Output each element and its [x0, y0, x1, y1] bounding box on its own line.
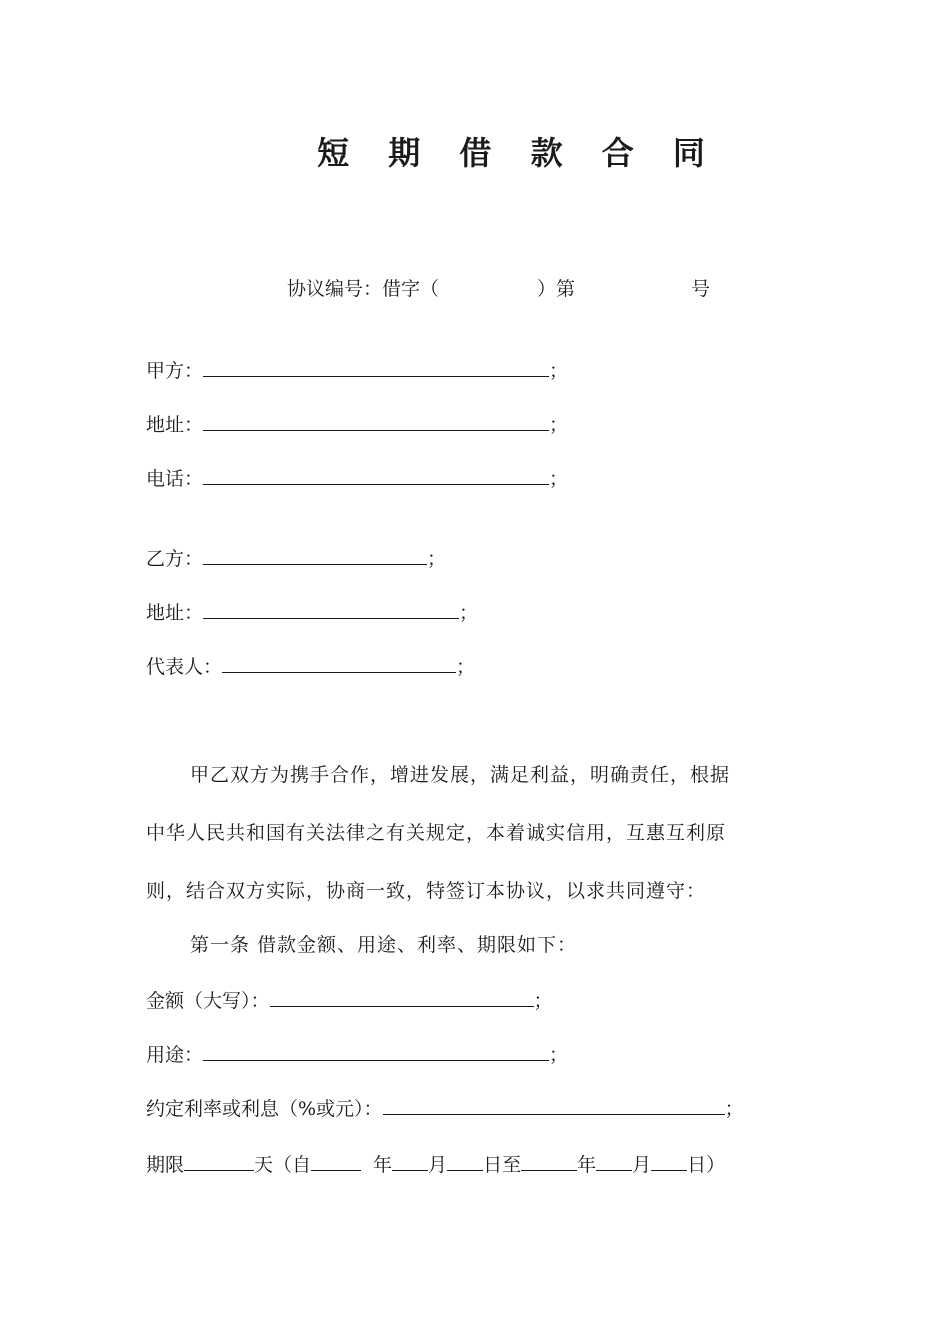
end-year-label: 年 — [577, 1154, 597, 1176]
amount-label: 金额（大写）： — [146, 990, 270, 1012]
agreement-number-prefix: 协议编号：借字（ — [287, 278, 440, 300]
rate-field[interactable] — [383, 1094, 725, 1115]
intro-line-3: 则，结合双方实际，协商一致，特签订本协议，以求共同遵守： — [146, 880, 707, 902]
end-day-label: 日） — [687, 1154, 726, 1176]
rate-row — [146, 1094, 744, 1122]
semicolon: ； — [459, 602, 479, 624]
party-b-address-field[interactable] — [203, 598, 459, 619]
party-b-rep-field[interactable] — [222, 652, 456, 673]
document-title: 短 期 借 款 合 同 — [317, 134, 719, 172]
semicolon: ； — [427, 548, 447, 570]
start-day-label: 日至 — [483, 1154, 522, 1176]
end-month-label: 月 — [632, 1154, 652, 1176]
intro-line-1: 甲乙双方为携手合作，增进发展，满足利益，明确责任，根据 — [190, 764, 731, 786]
party-b-rep-row — [146, 652, 475, 680]
amount-row — [146, 986, 553, 1014]
start-month-field[interactable] — [392, 1150, 428, 1171]
agreement-number-line — [287, 276, 710, 302]
party-b-address-label: 地址： — [146, 602, 204, 624]
party-b-name-row — [146, 544, 446, 572]
party-b-name-field[interactable] — [203, 544, 427, 565]
party-a-phone-row — [146, 464, 568, 492]
rate-label: 约定利率或利息（%或元）： — [146, 1098, 383, 1120]
end-year-field[interactable] — [521, 1150, 577, 1171]
semicolon: ； — [549, 414, 569, 436]
purpose-row — [146, 1040, 568, 1068]
end-day-field[interactable] — [651, 1150, 687, 1171]
party-a-name-label: 甲方： — [146, 360, 204, 382]
semicolon: ； — [549, 1044, 569, 1066]
party-a-address-row — [146, 410, 568, 438]
party-a-address-field[interactable] — [203, 410, 549, 431]
start-year-field[interactable] — [311, 1150, 361, 1171]
agreement-number-suffix: 号 — [691, 278, 711, 300]
article-1-heading: 第一条 借款金额、用途、利率、期限如下： — [190, 934, 578, 956]
purpose-field[interactable] — [203, 1040, 549, 1061]
end-month-field[interactable] — [596, 1150, 632, 1171]
term-row — [146, 1150, 725, 1178]
term-days-label: 天（自 — [254, 1154, 312, 1176]
party-a-address-label: 地址： — [146, 414, 204, 436]
agreement-number-middle: ）第 — [537, 278, 576, 300]
semicolon: ； — [549, 360, 569, 382]
amount-field[interactable] — [270, 986, 534, 1007]
party-a-name-field[interactable] — [203, 356, 549, 377]
party-a-name-row — [146, 356, 568, 384]
semicolon: ； — [456, 656, 476, 678]
purpose-label: 用途： — [146, 1044, 204, 1066]
term-days-field[interactable] — [184, 1150, 254, 1171]
party-a-phone-label: 电话： — [146, 468, 204, 490]
start-day-field[interactable] — [447, 1150, 483, 1171]
party-b-address-row — [146, 598, 478, 626]
intro-line-2: 中华人民共和国有关法律之有关规定，本着诚实信用，互惠互利原 — [146, 822, 727, 844]
party-b-name-label: 乙方： — [146, 548, 204, 570]
start-month-label: 月 — [428, 1154, 448, 1176]
semicolon: ； — [533, 990, 553, 1012]
semicolon: ； — [549, 468, 569, 490]
party-b-rep-label: 代表人： — [146, 656, 223, 678]
party-a-phone-field[interactable] — [203, 464, 549, 485]
term-prefix: 期限 — [146, 1154, 185, 1176]
semicolon: ； — [724, 1098, 744, 1120]
start-year-label: 年 — [373, 1154, 393, 1176]
